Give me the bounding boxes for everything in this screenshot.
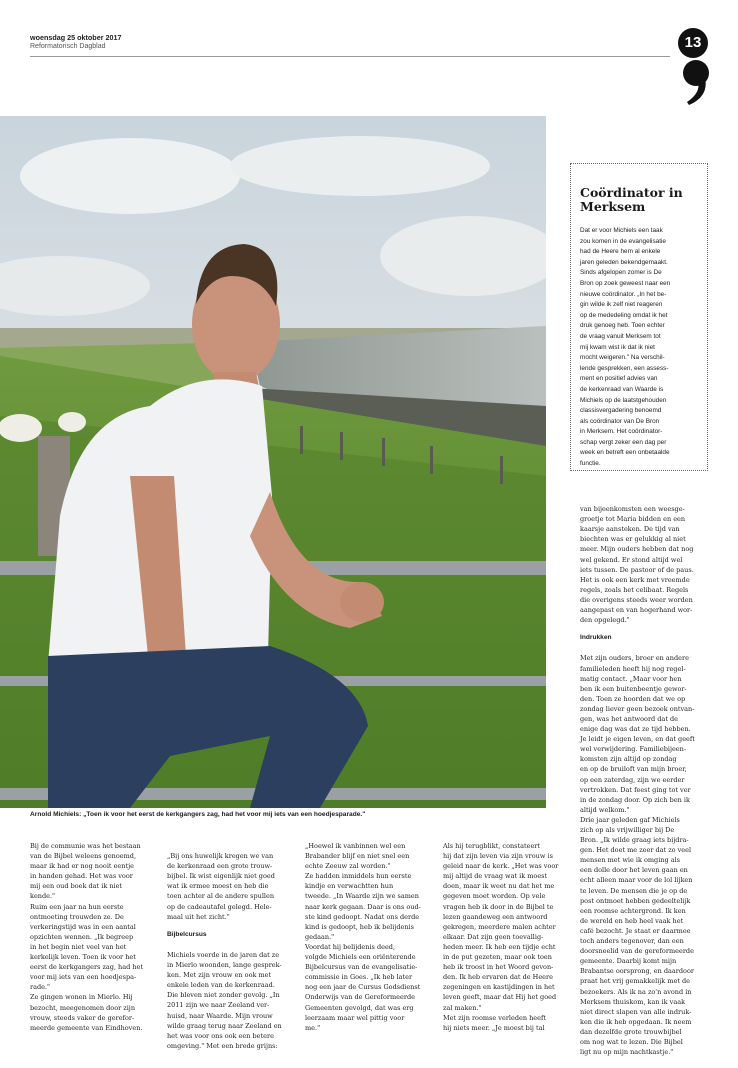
article-column-1: Bij de communie was het bestaan van de Bijbel weleens genoemd, maar ik had er nog nooit eentje in handen gehad. Het was voor mij een oud boek dat ik niet kende." Ruim een jaar na hun eerste ontmoeting trouwden ze. De verkeringstijd was in een aantal opzichten wennen. „Ik begreep in het begin niet veel van het kerkelijk leven. Toen ik voor het eerst de kerkgangers zag, had het voor mij iets van een hoedjespa- rade." Ze gingen wonen in Mierlo. Hij bezocht, meegenomen door zijn vrouw, steeds vaker de gerefor- meerde gemeente van Eindhoven.	[30, 842, 143, 1032]
portrait-photo	[0, 116, 546, 808]
comma-logo-icon	[681, 58, 713, 106]
article-column-3: „Hoewel ik vanbinnen wel een Brabander blijf en niet snel een echte Zeeuw zal worden." Ze hadden inmiddels hun eerste kindje en verwachtten hun tweede. „In Waarde zijn we samen naar kerk gegaan. Daar is ons oud- ste kind gedoopt. Nadat ons derde kind is gedoopt, heb ik belijdenis gedaan." Voordat hij belijdenis deed, volgde Michiels een oriënterende Bijbelcursus van de evangelisatie- commissie in Goes. „Ik heb later nog een jaar de Cursus Godsdienst Onderwijs van de Gereformeerde Gemeenten gevolgd, dat was erg leerzaam maar wel pittig voor me."	[305, 842, 421, 1032]
sidebar-box	[570, 163, 708, 471]
article-column-2	[167, 841, 295, 1051]
issue-date: woensdag 25 oktober 2017	[30, 33, 122, 42]
sidebar-body: Dat er voor Michiels een taak zou komen in de evangelisatie had de Heere hem al enkele jaren geleden bekendgemaakt. Sinds afgelopen zomer is De Bron op zoek geweest naar een nieuwe coördinator. „In het be- gin wilde ik zelf niet reageren op de mededeling omdat ik het druk genoeg heb. Toen echter de vraag vanuit Merksem tot mij kwam wist ik dat ik niet mocht weigeren." Na verschil- lende gesprekken, een assess- ment en positief advies van de kerkenraad van Waarde is Michiels op de laatstgehouden classisvergadering benoemd als coördinator van De Bron in Merksem. Het coördinator- schap vergt zeker een dag per week en betreft een onbetaalde functie.	[580, 227, 671, 468]
subheading-indrukken: Indrukken	[580, 634, 612, 642]
article-column-4: Als hij terugblikt, constateert hij dat zijn leven via zijn vrouw is geleid naar de kerk. „Het was voor mij altijd de vraag wat ik moest doen, maar ik weet nu dat het me gegeven moet worden. Op vele vragen heb ik door in de Bijbel te lezen gaandeweg een antwoord gekregen, meerdere malen achter elkaar. Dat zijn geen toevallig- heden meer. Ik heb een tijdje echt in de put gezeten, maar ook toen heb ik troost in het Woord gevon- den. Ik heb ervaren dat de Heere zegeningen en kastijdingen in het leven geeft, maar dat Hij het goed zal maken." Met zijn roomse verleden heeft hij niets meer. „Je moest bij tal	[443, 842, 559, 1032]
sidebar-title: Coördinator in Merksem	[580, 185, 683, 214]
article-text: „Bij ons huwelijk kregen we van de kerkenraad een grote trouw- bijbel. Ik wist eigenlijk niet goed wat ik ermee moest en heb die toen achter al de andere spullen op de cadeautafel gelegd. Hele- maal uit het zicht."	[167, 852, 275, 921]
header-divider	[30, 56, 670, 57]
subheading-bijbelcursus: Bijbelcursus	[167, 930, 207, 938]
article-text: Michiels voerde in de jaren dat ze in Mierlo woonden, lange gesprek- ken. Met zijn vrouw en ook met enkele leden van de kerkenraad. Die bleven niet zonder gevolg. „In 2011 zijn we naar Zeeland ver- huisd, naar Waarde. Mijn vrouw wilde graag terug naar Zeeland en het was voor ons ook een betere omgeving." Met een brede grijns:	[167, 950, 282, 1050]
photo-caption: Arnold Michiels: „Toen ik voor het eerst de kerkgangers zag, had het voor mij iets van een hoedjesparade."	[30, 811, 366, 818]
article-text: van bijeenkomsten een weesge- groetje tot Maria bidden en een kaarsje aansteken. De tijd van biechten was er gelukkig al niet meer. Mijn ouders hebben dat nog wel gekend. Er stond altijd wel iets tussen. De pastoor of de paus. Het is ook een kerk met vreemde regels, zoals het celibaat. Regels die overigens steeds weer worden aangepast en van hogerhand wor- den opgelegd."	[580, 505, 694, 625]
article-column-right	[580, 494, 710, 1057]
page-number-badge: 13	[678, 28, 708, 58]
article-text: Met zijn ouders, broer en andere familieleden heeft hij nog regel- matig contact. „Maar voor hen ben ik een buitenbeentje gewor- den. Toen ze hoorden dat we op zondag liever geen bezoek ontvan- gen, was het antwoord dat de enige dag was dat ze tijd hebben. Je leidt je eigen leven, en dat geeft wel verwijdering. Familiebijeen- komsten zijn altijd op zondag en op de bruiloft van mijn broer, op een zaterdag, zijn we eerder vertrokken. Dat feest ging tot ver in de zondag door. Op zich ben ik altijd welkom." Drie jaar geleden gaf Michiels zich op als vrijwilliger bij De Bron. „Ik wilde graag iets bijdra- gen. Het doet me zeer dat zo veel mensen met wie ik omging als een dolle door het leven gaan en echt alleen maar voor de lol lijken te leven. De mensen die je op de post ontmoet hebben gedeeltelijk een roomse achtergrond. Ik ken de wereld en heb heel vaak het café bezocht. Je staat er daarmee toch anders tegenover, dan een doorsneelid van de gereformeerde gemeente. Daarbij komt mijn Brabantse oorsprong, en daardoor praat het vrij gemakkelijk met de bezoekers. Als ik na zo'n avond in Merksem thuiskom, kan ik vaak niet direct slapen van alle indruk- ken die ik heb opgedaan. Ik neem dan dezelfde grote trouwbijbel om nog wat te lezen. Die Bijbel ligt nu op mijn nachtkastje."	[580, 654, 695, 1057]
newspaper-name: Reformatorisch Dagblad	[30, 43, 106, 50]
